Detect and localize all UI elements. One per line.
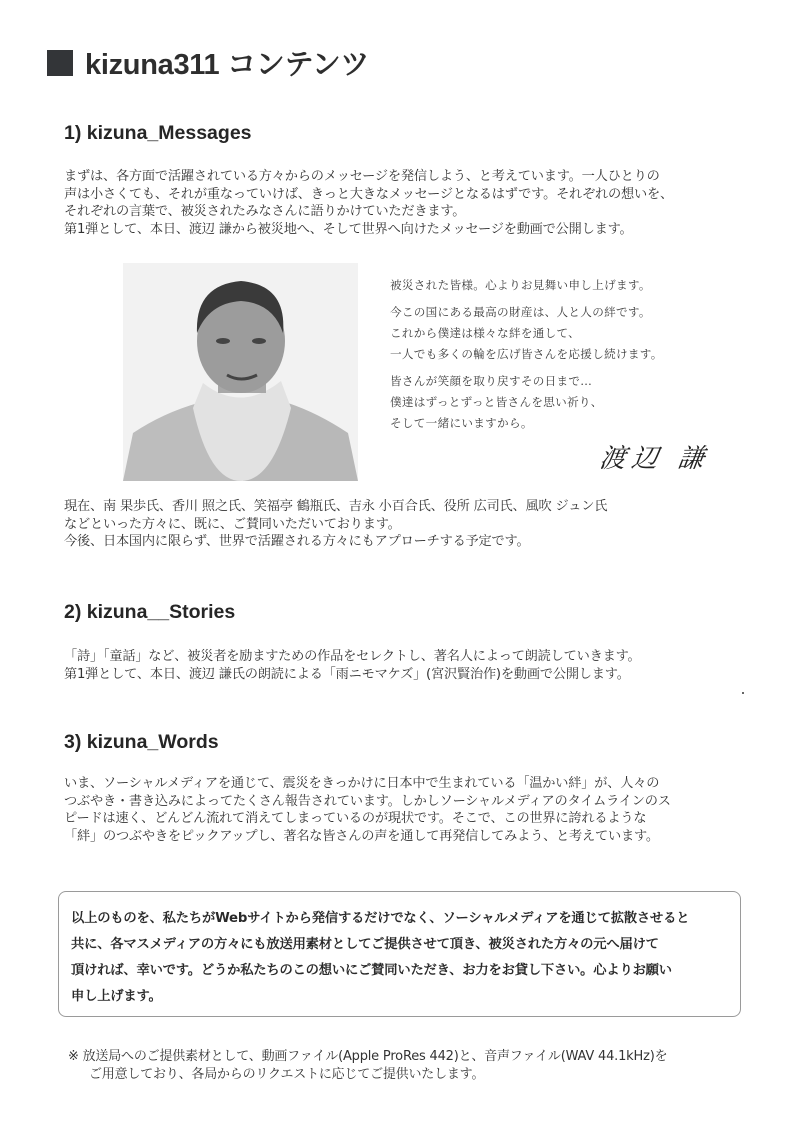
callout-box <box>58 891 741 1017</box>
paragraph-line: などといった方々に、既に、ご賛同いただいております。 <box>64 516 401 532</box>
quote-line: これから僕達は様々な絆を通して、 <box>390 326 581 340</box>
section-heading-messages: 1) kizuna_Messages <box>64 122 252 144</box>
quote-line: 一人でも多くの輪を広げ皆さんを応援し続けます。 <box>390 347 663 361</box>
paragraph-line: ピードは速く、どんどん流れて消えてしまっているのが現状です。そこで、この世界に誇れるような <box>64 811 647 826</box>
page-title-text: kizuna311 コンテンツ <box>85 49 370 81</box>
message-quote <box>390 275 760 434</box>
portrait-photo <box>123 263 358 481</box>
footnote <box>68 1048 667 1083</box>
paragraph-line: 「絆」のつぶやきをピックアップし、著名な皆さんの声を通して再発信してみよう、と考えています。 <box>64 828 659 844</box>
footnote-line: ご用意しており、各局からのリクエストに応じてご提供いたします。 <box>89 1066 485 1082</box>
quote-line: 被災された皆様。心よりお見舞い申し上げます。 <box>390 278 651 292</box>
paragraph-line: それぞれの言葉で、被災されたみなさんに語りかけていただきます。 <box>64 204 466 219</box>
footnote-line: ※ 放送局へのご提供素材として、動画ファイル(Apple ProRes 442)と、音声ファイル(WAV 44.1kHz)を <box>68 1049 668 1064</box>
section-words-body <box>64 775 754 845</box>
section-messages-intro <box>64 168 754 238</box>
callout-line: 共に、各マスメディアの方々にも放送用素材としてご提供させて頂き、被災された方々の元へ届けて <box>71 937 659 952</box>
paragraph-line: つぶやき・書き込みによってたくさん報告されています。しかしソーシャルメディアのタイムラインのス <box>64 793 671 809</box>
paragraph-line: 第1弾として、本日、渡辺 謙から被災地へ、そして世界へ向けたメッセージを動画で公開します。 <box>64 221 633 237</box>
signature: 渡辺 謙 <box>597 444 713 474</box>
paragraph-line: 声は小さくても、それが重なっていけば、きっと大きなメッセージとなるはずです。それぞれの想いを、 <box>64 186 673 202</box>
quote-line: そして一緒にいますから。 <box>390 416 533 430</box>
quote-line: 今この国にある最高の財産は、人と人の絆です。 <box>390 305 651 319</box>
callout-line: 頂ければ、幸いです。どうか私たちのこの想いにご賛同いただき、お力をお貸し下さい。心よりお願い <box>71 963 672 978</box>
paragraph-line: 今後、日本国内に限らず、世界で活躍される方々にもアプローチする予定です。 <box>64 534 530 549</box>
paragraph-line: 現在、南 果歩氏、香川 照之氏、笑福亭 鶴瓶氏、吉永 小百合氏、役所 広司氏、風吹 ジュン氏 <box>64 499 608 514</box>
section-stories-body <box>64 648 754 683</box>
callout-line: 申し上げます。 <box>71 989 162 1004</box>
square-bullet-icon <box>47 50 73 76</box>
paragraph-line: まずは、各方面で活躍されている方々からのメッセージを発信しよう、と考えています。一人ひとりの <box>64 169 660 184</box>
page-title <box>47 42 369 83</box>
quote-line: 皆さんが笑顔を取り戻すその日まで… <box>390 374 593 388</box>
quote-line: 僕達はずっとずっと皆さんを思い祈り、 <box>390 395 603 409</box>
section-messages-supporters <box>64 498 754 551</box>
portrait-image-icon <box>123 263 358 481</box>
paragraph-line: 第1弾として、本日、渡辺 謙氏の朗読による「雨ニモマケズ」(宮沢賢治作)を動画で公開します。 <box>64 666 630 682</box>
callout-line: 以上のものを、私たちがWebサイトから発信するだけでなく、ソーシャルメディアを通じて拡散させると <box>71 911 690 926</box>
section-heading-stories: 2) kizuna__Stories <box>64 601 236 623</box>
section-heading-words: 3) kizuna_Words <box>64 731 219 753</box>
stray-dot <box>742 692 744 694</box>
paragraph-line: 「詩」「童話」など、被災者を励ますための作品をセレクトし、著名人によって朗読していきます。 <box>64 649 641 664</box>
paragraph-line: いま、ソーシャルメディアを通じて、震災をきっかけに日本中で生まれている「温かい絆」が、人々の <box>64 776 660 791</box>
